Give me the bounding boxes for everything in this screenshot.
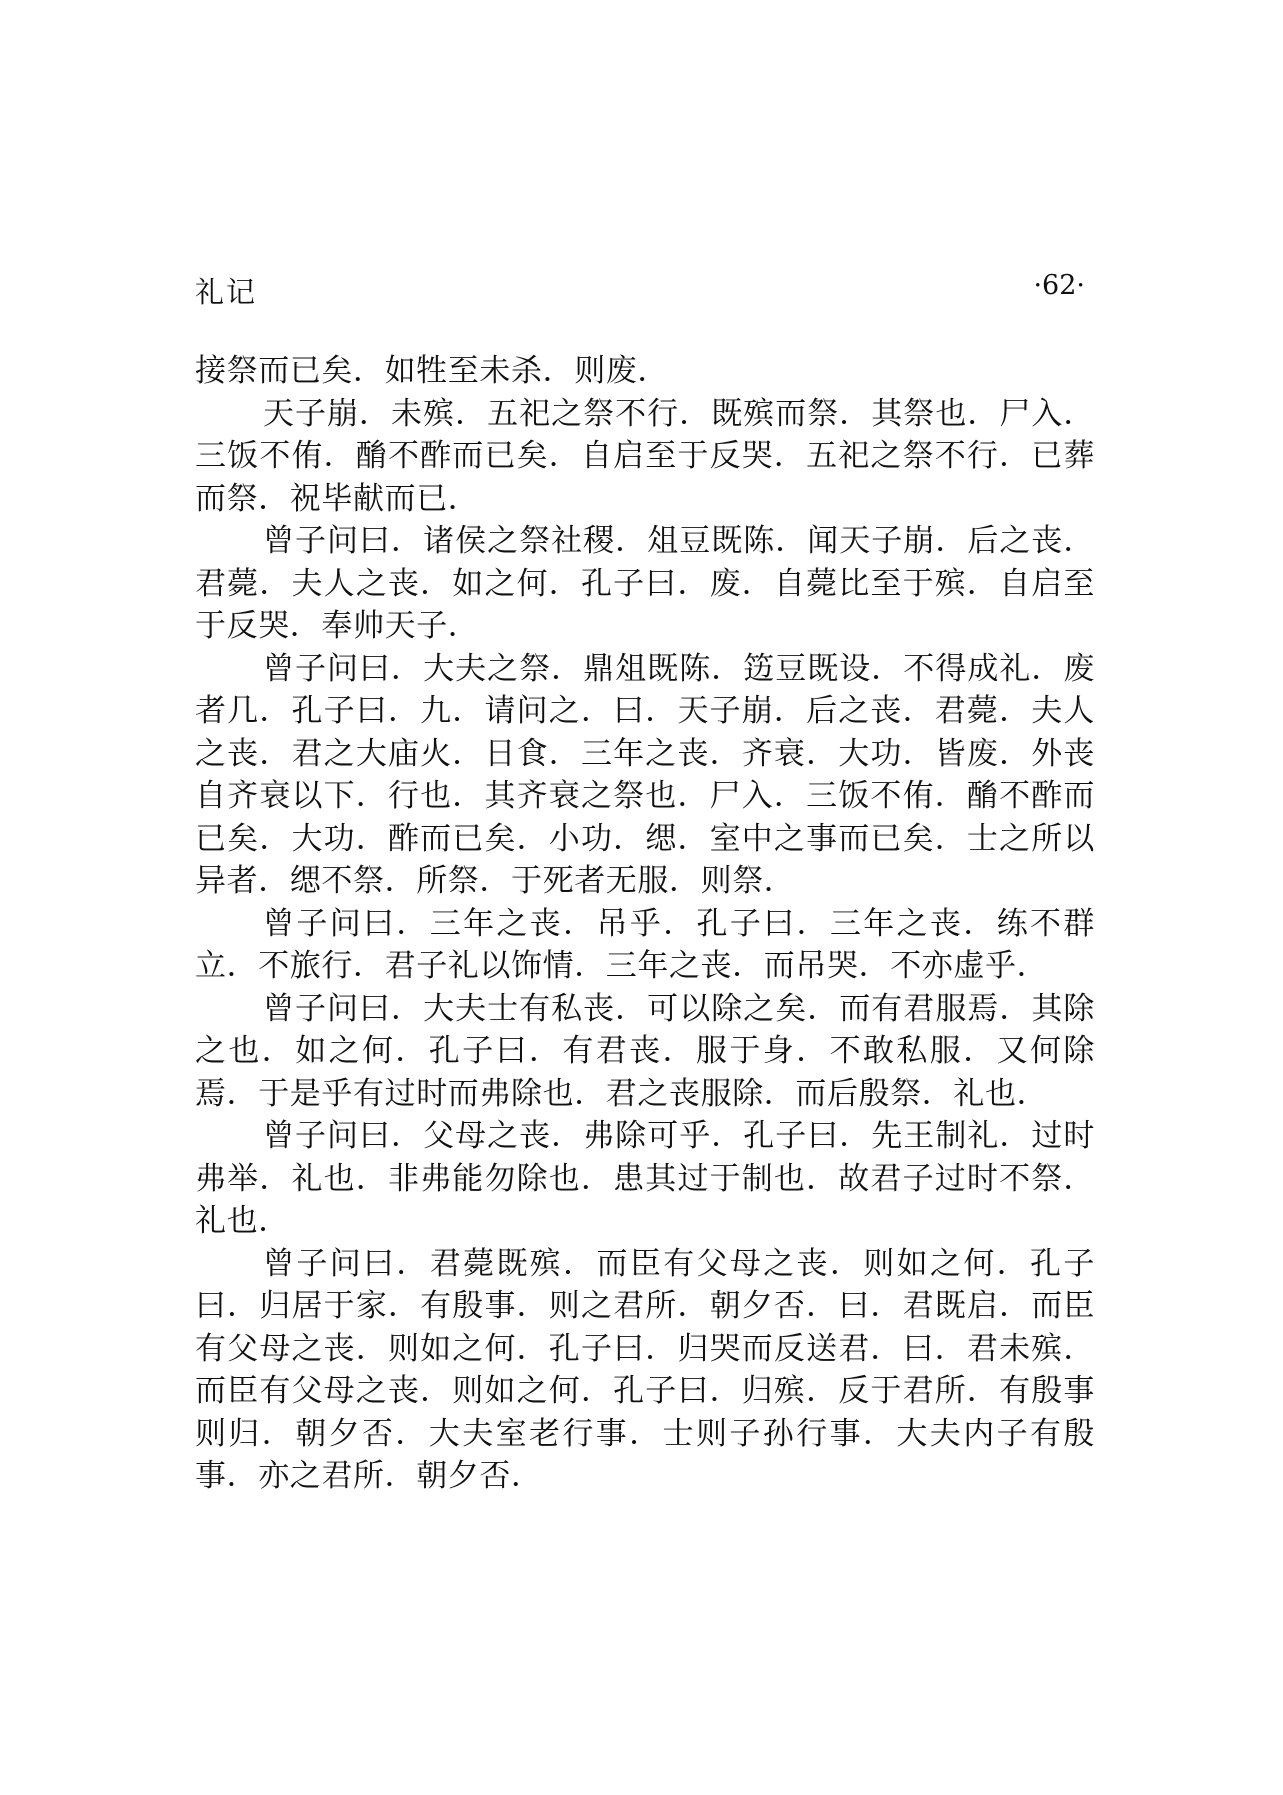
page-number: ·62· [1033,270,1085,301]
paragraph: 曾子问曰．诸侯之祭社稷．俎豆既陈．闻天子崩．后之丧．君薨．夫人之丧．如之何．孔子曰．废．自薨比至于殡．自启至于反哭．奉帅天子． [195,523,1095,644]
paragraph: 曾子问曰．大夫士有私丧．可以除之矣．而有君服焉．其除之也．如之何．孔子曰．有君丧．服于身．不敢私服．又何除焉．于是乎有过时而弗除也．君之丧服除．而后殷祭．礼也． [195,990,1095,1112]
paragraph: 曾子问曰．父母之丧．弗除可乎．孔子曰．先王制礼．过时弗举．礼也．非弗能勿除也．患其过于制也．故君子过时不祭．礼也． [195,1118,1095,1239]
page-header [195,270,1095,312]
paragraph: 接祭而已矣．如牲至未杀．则废． [195,353,669,389]
paragraph: 曾子问曰．三年之丧．吊乎．孔子曰．三年之丧．练不群立．不旅行．君子礼以饰情．三年之丧．而吊哭．不亦虚乎． [195,905,1095,984]
paragraph: 曾子问曰．大夫之祭．鼎俎既陈．笾豆既设．不得成礼．废者几．孔子曰．九．请问之．曰．天子崩．后之丧．君薨．夫人之丧．君之大庙火．日食．三年之丧．齐衰．大功．皆废．外丧自齐衰以下．行也．其齐衰之祭也．尸入．三饭不侑．酳不酢而已矣．大功．酢而已矣．小功．缌．室中之事而已矣．士之所以异者．缌不祭．所祭．于死者无服．则祭． [195,650,1095,899]
book-title: 礼记 [195,275,258,309]
paragraph: 天子崩．未殡．五祀之祭不行．既殡而祭．其祭也．尸入．三饭不侑．酳不酢而已矣．自启至于反哭．五祀之祭不行．已葬而祭．祝毕献而已． [195,395,1095,517]
body-text [195,350,1095,1498]
document-page [195,270,1095,1498]
paragraph: 曾子问曰．君薨既殡．而臣有父母之丧．则如之何．孔子曰．归居于家．有殷事．则之君所．朝夕否．曰．君既启．而臣有父母之丧．则如之何．孔子曰．归哭而反送君．曰．君未殡．而臣有父母之丧．则如之何．孔子曰．归殡．反于君所．有殷事则归．朝夕否．大夫室老行事．士则子孙行事．大夫内子有殷事．亦之君所．朝夕否． [195,1245,1095,1494]
